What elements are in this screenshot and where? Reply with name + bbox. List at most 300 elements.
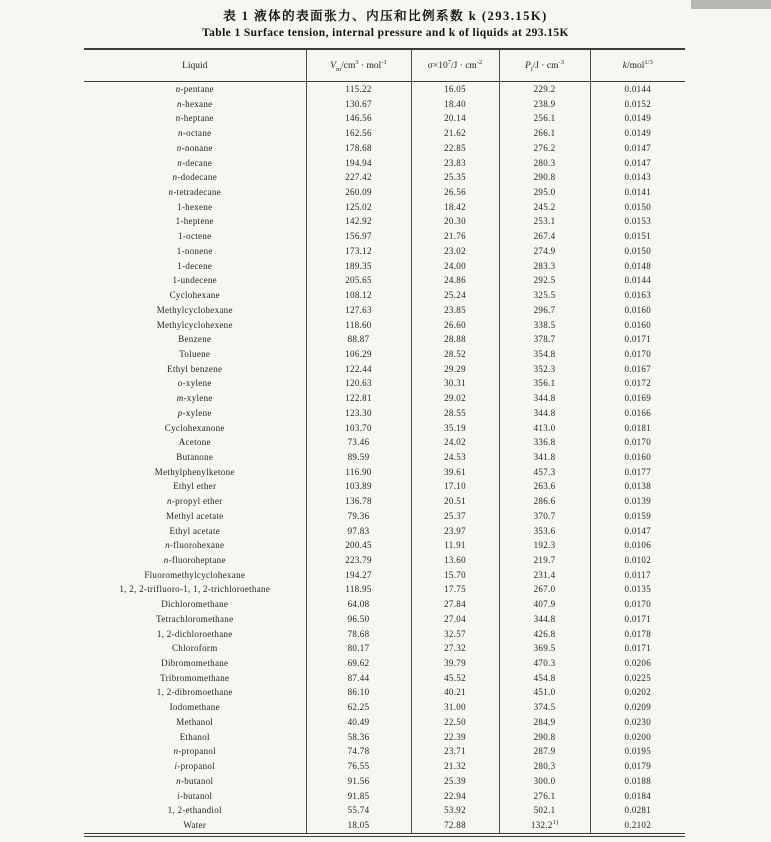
- molar-volume-cell: 122.81: [306, 391, 411, 406]
- internal-pressure-cell: 292.5: [499, 273, 590, 288]
- surface-tension-cell: 23.02: [411, 244, 499, 259]
- k-coefficient-cell: 0.0200: [624, 731, 652, 742]
- liquid-name-cell: i-butanol: [84, 789, 306, 804]
- liquid-name-cell: n-octane: [84, 126, 306, 141]
- table-row: [84, 391, 685, 406]
- table-row: [84, 421, 685, 436]
- k-coefficient-cell: 0.0172: [624, 378, 652, 389]
- k-coefficient-cell: 0.0171: [624, 643, 652, 654]
- surface-tension-cell: 24.53: [411, 450, 499, 465]
- table-row: [84, 627, 685, 642]
- k-coefficient-cell: 0.0147: [624, 157, 652, 168]
- k-coefficient-cell: 0.0149: [624, 128, 652, 139]
- table-row: [84, 553, 685, 568]
- liquid-name-cell: 1-hexene: [84, 200, 306, 215]
- surface-tension-cell: 16.05: [411, 82, 499, 97]
- k-coefficient-cell: 0.0153: [624, 216, 652, 227]
- internal-pressure-cell: 276.1: [499, 789, 590, 804]
- liquid-name-cell: Water: [84, 818, 306, 835]
- liquid-name-cell: Tribromomethane: [84, 671, 306, 686]
- surface-tension-cell: 18.42: [411, 200, 499, 215]
- liquid-name-cell: n-dodecane: [84, 170, 306, 185]
- table-row: [84, 494, 685, 509]
- internal-pressure-cell: 290.8: [499, 730, 590, 745]
- table-row: [84, 170, 685, 185]
- surface-tension-cell: 25.37: [411, 509, 499, 524]
- k-coefficient-cell: 0.0166: [624, 407, 652, 418]
- k-coefficient-cell: 0.0139: [624, 496, 652, 507]
- k-coefficient-cell: 0.0147: [624, 142, 652, 153]
- liquid-name-cell: Iodomethane: [84, 700, 306, 715]
- internal-pressure-cell: 290.8: [499, 170, 590, 185]
- molar-volume-cell: 91.56: [306, 774, 411, 789]
- internal-pressure-cell: 341.8: [499, 450, 590, 465]
- surface-tension-cell: 39.79: [411, 656, 499, 671]
- surface-tension-cell: 25.39: [411, 774, 499, 789]
- table-header-row: [84, 49, 685, 82]
- molar-volume-cell: 223.79: [306, 553, 411, 568]
- surface-tension-cell: 24.00: [411, 259, 499, 274]
- k-coefficient-cell: 0.0179: [624, 761, 652, 772]
- internal-pressure-cell: 263.6: [499, 479, 590, 494]
- k-coefficient-cell: 0.0281: [624, 805, 652, 816]
- table-row: [84, 376, 685, 391]
- k-coefficient-cell: 0.0147: [624, 525, 652, 536]
- internal-pressure-cell: 336.8: [499, 435, 590, 450]
- k-coefficient-cell: 0.0163: [624, 290, 652, 301]
- molar-volume-cell: 116.90: [306, 465, 411, 480]
- liquid-name-cell: n-hexane: [84, 97, 306, 112]
- molar-volume-cell: 130.67: [306, 97, 411, 112]
- molar-volume-cell: 103.70: [306, 421, 411, 436]
- surface-tension-cell: 21.32: [411, 759, 499, 774]
- surface-tension-cell: 22.85: [411, 141, 499, 156]
- k-coefficient-cell: 0.0171: [624, 613, 652, 624]
- liquid-name-cell: Acetone: [84, 435, 306, 450]
- liquid-name-cell: Butanone: [84, 450, 306, 465]
- surface-tension-cell: 23.83: [411, 156, 499, 171]
- table-row: [84, 524, 685, 539]
- table-row: [84, 362, 685, 377]
- k-coefficient-cell: 0.2102: [624, 819, 652, 830]
- internal-pressure-cell: 325.5: [499, 288, 590, 303]
- liquid-name-cell: Methylcyclohexene: [84, 318, 306, 333]
- internal-pressure-cell: 256.1: [499, 111, 590, 126]
- internal-pressure-cell: 451.0: [499, 685, 590, 700]
- liquid-name-cell: n-propanol: [84, 744, 306, 759]
- molar-volume-cell: 91.85: [306, 789, 411, 804]
- molar-volume-cell: 108.12: [306, 288, 411, 303]
- internal-pressure-cell: 354.8: [499, 347, 590, 362]
- internal-pressure-cell: 280.3: [499, 759, 590, 774]
- table-row: [84, 126, 685, 141]
- liquid-name-cell: Ethyl acetate: [84, 524, 306, 539]
- k-coefficient-cell: 0.0170: [624, 437, 652, 448]
- liquid-name-cell: m-xylene: [84, 391, 306, 406]
- molar-volume-cell: 69.62: [306, 656, 411, 671]
- liquid-name-cell: n-pentane: [84, 82, 306, 97]
- surface-tension-cell: 25.35: [411, 170, 499, 185]
- surface-tension-cell: 20.14: [411, 111, 499, 126]
- surface-tension-cell: 26.60: [411, 318, 499, 333]
- internal-pressure-cell: 454.8: [499, 671, 590, 686]
- surface-tension-cell: 21.76: [411, 229, 499, 244]
- col-header-molar-volume: $V_m/cm^3 \cdot mol^{-1}$: [306, 49, 411, 82]
- internal-pressure-cell: 470.3: [499, 656, 590, 671]
- k-coefficient-cell: 0.0152: [624, 98, 652, 109]
- liquid-name-cell: n-tetradecane: [84, 185, 306, 200]
- internal-pressure-cell: 374.5: [499, 700, 590, 715]
- table-row: [84, 244, 685, 259]
- surface-tension-cell: 39.61: [411, 465, 499, 480]
- k-coefficient-cell: 0.0206: [624, 658, 652, 669]
- surface-tension-cell: 24.02: [411, 435, 499, 450]
- liquid-name-cell: n-nonane: [84, 141, 306, 156]
- molar-volume-cell: 73.46: [306, 435, 411, 450]
- internal-pressure-cell: 407.9: [499, 597, 590, 612]
- molar-volume-cell: 87.44: [306, 671, 411, 686]
- internal-pressure-cell: 229.2: [499, 82, 590, 97]
- molar-volume-cell: 156.97: [306, 229, 411, 244]
- k-coefficient-cell: 0.0177: [624, 466, 652, 477]
- molar-volume-cell: 118.95: [306, 582, 411, 597]
- surface-tension-cell: 24.86: [411, 273, 499, 288]
- table-row: [84, 597, 685, 612]
- molar-volume-cell: 115.22: [306, 82, 411, 97]
- liquid-name-cell: Methyl acetate: [84, 509, 306, 524]
- table-row: [84, 435, 685, 450]
- internal-pressure-cell: 280.3: [499, 156, 590, 171]
- liquid-name-cell: n-decane: [84, 156, 306, 171]
- table-row: [84, 700, 685, 715]
- internal-pressure-cell: 283.3: [499, 259, 590, 274]
- liquid-name-cell: Benzene: [84, 332, 306, 347]
- liquid-name-cell: n-heptane: [84, 111, 306, 126]
- k-coefficient-cell: 0.0144: [624, 84, 652, 94]
- molar-volume-cell: 62.25: [306, 700, 411, 715]
- internal-pressure-cell: 352.3: [499, 362, 590, 377]
- internal-pressure-cell: 132.2$^{1)}$: [499, 818, 590, 835]
- internal-pressure-cell: 356.1: [499, 376, 590, 391]
- internal-pressure-cell: 287.9: [499, 744, 590, 759]
- surface-tension-cell: 23.85: [411, 303, 499, 318]
- k-coefficient-cell: 0.0151: [624, 231, 652, 242]
- molar-volume-cell: 122.44: [306, 362, 411, 377]
- table-row: [84, 111, 685, 126]
- k-coefficient-cell: 0.0149: [624, 113, 652, 124]
- k-coefficient-cell: 0.0106: [624, 540, 652, 551]
- table-row: [84, 97, 685, 112]
- internal-pressure-cell: 338.5: [499, 318, 590, 333]
- col-header-liquid: Liquid: [84, 49, 306, 82]
- internal-pressure-cell: 370.7: [499, 509, 590, 524]
- k-coefficient-cell: 0.0150: [624, 201, 652, 212]
- k-coefficient-cell: 0.0181: [624, 422, 652, 433]
- liquid-name-cell: Tetrachloromethane: [84, 612, 306, 627]
- surface-tension-cell: 23.97: [411, 524, 499, 539]
- table-row: [84, 509, 685, 524]
- internal-pressure-cell: 245.2: [499, 200, 590, 215]
- molar-volume-cell: 96.50: [306, 612, 411, 627]
- table-row: [84, 273, 685, 288]
- liquid-name-cell: o-xylene: [84, 376, 306, 391]
- internal-pressure-cell: 296.7: [499, 303, 590, 318]
- molar-volume-cell: 58.36: [306, 730, 411, 745]
- liquid-name-cell: 1, 2-dibromoethane: [84, 685, 306, 700]
- table-row: [84, 612, 685, 627]
- k-coefficient-cell: 0.0202: [624, 687, 652, 698]
- molar-volume-cell: 89.59: [306, 450, 411, 465]
- molar-volume-cell: 123.30: [306, 406, 411, 421]
- table-row: [84, 156, 685, 171]
- table-row: [84, 332, 685, 347]
- molar-volume-cell: 136.78: [306, 494, 411, 509]
- table-row: [84, 774, 685, 789]
- k-coefficient-cell: 0.0188: [624, 775, 652, 786]
- liquid-name-cell: 1, 2, 2-trifluoro-1, 1, 2-trichloroethane: [84, 582, 306, 597]
- internal-pressure-cell: 295.0: [499, 185, 590, 200]
- surface-tension-cell: 13.60: [411, 553, 499, 568]
- surface-tension-cell: 53.92: [411, 803, 499, 818]
- internal-pressure-cell: 284.9: [499, 715, 590, 730]
- surface-tension-cell: 15.70: [411, 568, 499, 583]
- k-coefficient-cell: 0.0160: [624, 304, 652, 315]
- molar-volume-cell: 173.12: [306, 244, 411, 259]
- liquid-name-cell: 1-heptene: [84, 214, 306, 229]
- internal-pressure-cell: 413.0: [499, 421, 590, 436]
- surface-tension-cell: 22.39: [411, 730, 499, 745]
- surface-tension-cell: 23.71: [411, 744, 499, 759]
- internal-pressure-cell: 192.3: [499, 538, 590, 553]
- liquid-name-cell: Cyclohexane: [84, 288, 306, 303]
- liquid-name-cell: Dibromomethane: [84, 656, 306, 671]
- molar-volume-cell: 76.55: [306, 759, 411, 774]
- table-row: [84, 141, 685, 156]
- internal-pressure-cell: 267.0: [499, 582, 590, 597]
- molar-volume-cell: 40.49: [306, 715, 411, 730]
- surface-tension-cell: 72.88: [411, 818, 499, 835]
- table-row: [84, 185, 685, 200]
- table-row: [84, 818, 685, 835]
- molar-volume-cell: 189.35: [306, 259, 411, 274]
- surface-tension-cell: 31.00: [411, 700, 499, 715]
- liquid-name-cell: n-fluorohexane: [84, 538, 306, 553]
- internal-pressure-cell: 426.8: [499, 627, 590, 642]
- internal-pressure-cell: 300.0: [499, 774, 590, 789]
- surface-tension-cell: 32.57: [411, 627, 499, 642]
- table-row: [84, 229, 685, 244]
- molar-volume-cell: 200.45: [306, 538, 411, 553]
- liquid-name-cell: Methylcyclohexane: [84, 303, 306, 318]
- surface-tension-cell: 18.40: [411, 97, 499, 112]
- table-row: [84, 641, 685, 656]
- table-title-chinese: 表 1 液体的表面张力、内压和比例系数 k (293.15K): [223, 9, 548, 23]
- k-coefficient-cell: 0.0225: [624, 672, 652, 683]
- table-row: [84, 214, 685, 229]
- molar-volume-cell: 205.65: [306, 273, 411, 288]
- table-row: [84, 568, 685, 583]
- table-row: [84, 259, 685, 274]
- table-row: [84, 685, 685, 700]
- molar-volume-cell: 80.17: [306, 641, 411, 656]
- internal-pressure-cell: 286.6: [499, 494, 590, 509]
- surface-tension-cell: 28.52: [411, 347, 499, 362]
- k-coefficient-cell: 0.0102: [624, 555, 652, 565]
- col-header-surface-tension: $\sigma\times 10^7/J \cdot cm^{-2}$: [411, 49, 499, 82]
- table-row: [84, 789, 685, 804]
- molar-volume-cell: 97.83: [306, 524, 411, 539]
- surface-tension-cell: 29.02: [411, 391, 499, 406]
- k-coefficient-cell: 0.0195: [624, 746, 652, 757]
- molar-volume-cell: 194.27: [306, 568, 411, 583]
- liquid-name-cell: n-butanol: [84, 774, 306, 789]
- data-table-container: [84, 48, 685, 837]
- molar-volume-cell: 88.87: [306, 332, 411, 347]
- table-row: [84, 303, 685, 318]
- liquid-name-cell: Ethyl ether: [84, 479, 306, 494]
- internal-pressure-cell: 344.8: [499, 391, 590, 406]
- table-title-english: Table 1 Surface tension, internal pressure and k of liquids at 293.15K: [202, 27, 569, 39]
- molar-volume-cell: 142.92: [306, 214, 411, 229]
- liquid-name-cell: Ethyl benzene: [84, 362, 306, 377]
- k-coefficient-cell: 0.0178: [624, 628, 652, 639]
- internal-pressure-cell: 378.7: [499, 332, 590, 347]
- molar-volume-cell: 79.36: [306, 509, 411, 524]
- molar-volume-cell: 106.29: [306, 347, 411, 362]
- k-coefficient-cell: 0.0135: [624, 584, 652, 595]
- liquid-name-cell: 1-octene: [84, 229, 306, 244]
- internal-pressure-cell: 344.8: [499, 612, 590, 627]
- liquid-name-cell: 1-undecene: [84, 273, 306, 288]
- liquid-name-cell: n-fluoroheptane: [84, 553, 306, 568]
- molar-volume-cell: 74.78: [306, 744, 411, 759]
- internal-pressure-cell: 344.8: [499, 406, 590, 421]
- molar-volume-cell: 55.74: [306, 803, 411, 818]
- molar-volume-cell: 146.56: [306, 111, 411, 126]
- molar-volume-cell: 178.68: [306, 141, 411, 156]
- k-coefficient-cell: 0.0144: [624, 275, 652, 286]
- liquid-name-cell: Ethanol: [84, 730, 306, 745]
- surface-tension-cell: 27.04: [411, 612, 499, 627]
- liquid-name-cell: Toluene: [84, 347, 306, 362]
- liquid-name-cell: Cyclohexanone: [84, 421, 306, 436]
- surface-tension-cell: 25.24: [411, 288, 499, 303]
- k-coefficient-cell: 0.0150: [624, 245, 652, 256]
- internal-pressure-cell: 238.9: [499, 97, 590, 112]
- molar-volume-cell: 125.02: [306, 200, 411, 215]
- surface-tension-cell: 40.21: [411, 685, 499, 700]
- molar-volume-cell: 18.05: [306, 818, 411, 835]
- k-coefficient-cell: 0.0138: [624, 481, 652, 492]
- k-coefficient-cell: 0.0184: [624, 790, 652, 801]
- table-row: [84, 347, 685, 362]
- surface-tension-cell: 17.75: [411, 582, 499, 597]
- k-coefficient-cell: 0.0167: [624, 363, 652, 374]
- surface-tension-cell: 29.29: [411, 362, 499, 377]
- k-coefficient-cell: 0.0160: [624, 451, 652, 462]
- liquid-name-cell: 1, 2-dichloroethane: [84, 627, 306, 642]
- molar-volume-cell: 103.89: [306, 479, 411, 494]
- liquid-name-cell: 1-decene: [84, 259, 306, 274]
- table-row: [84, 656, 685, 671]
- surface-tension-cell: 22.94: [411, 789, 499, 804]
- surface-tension-cell: 28.55: [411, 406, 499, 421]
- internal-pressure-cell: 266.1: [499, 126, 590, 141]
- table-row: [84, 288, 685, 303]
- table-row: [84, 582, 685, 597]
- liquids-data-table: [84, 48, 685, 837]
- internal-pressure-cell: 457.3: [499, 465, 590, 480]
- internal-pressure-cell: 253.1: [499, 214, 590, 229]
- liquid-name-cell: Dichloromethane: [84, 597, 306, 612]
- internal-pressure-cell: 274.9: [499, 244, 590, 259]
- molar-volume-cell: 118.60: [306, 318, 411, 333]
- k-coefficient-cell: 0.0209: [624, 702, 652, 713]
- molar-volume-cell: 86.10: [306, 685, 411, 700]
- k-coefficient-cell: 0.0170: [624, 599, 652, 610]
- k-coefficient-cell: 0.0160: [624, 319, 652, 330]
- molar-volume-cell: 162.56: [306, 126, 411, 141]
- liquid-name-cell: 1, 2-ethandiol: [84, 803, 306, 818]
- liquid-name-cell: Methanol: [84, 715, 306, 730]
- table-row: [84, 803, 685, 818]
- surface-tension-cell: 22.50: [411, 715, 499, 730]
- table-row: [84, 759, 685, 774]
- liquid-name-cell: i-propanol: [84, 759, 306, 774]
- k-coefficient-cell: 0.0141: [624, 187, 652, 198]
- surface-tension-cell: 35.19: [411, 421, 499, 436]
- k-coefficient-cell: 0.0148: [624, 260, 652, 271]
- surface-tension-cell: 11.91: [411, 538, 499, 553]
- k-coefficient-cell: 0.0159: [624, 510, 652, 521]
- table-row: [84, 715, 685, 730]
- liquid-name-cell: Chloroform: [84, 641, 306, 656]
- internal-pressure-cell: 369.5: [499, 641, 590, 656]
- surface-tension-cell: 20.30: [411, 214, 499, 229]
- surface-tension-cell: 45.52: [411, 671, 499, 686]
- table-row: [84, 406, 685, 421]
- surface-tension-cell: 21.62: [411, 126, 499, 141]
- col-header-internal-pressure: $P_i/J \cdot cm^{-3}$: [499, 49, 590, 82]
- table-row: [84, 479, 685, 494]
- surface-tension-cell: 17.10: [411, 479, 499, 494]
- table-body: [84, 82, 685, 835]
- surface-tension-cell: 26.56: [411, 185, 499, 200]
- table-row: [84, 671, 685, 686]
- k-coefficient-cell: 0.0171: [624, 334, 652, 345]
- table-row: [84, 82, 685, 97]
- molar-volume-cell: 64.08: [306, 597, 411, 612]
- k-coefficient-cell: 0.0230: [624, 716, 652, 727]
- table-row: [84, 538, 685, 553]
- liquid-name-cell: p-xylene: [84, 406, 306, 421]
- surface-tension-cell: 27.84: [411, 597, 499, 612]
- molar-volume-cell: 127.63: [306, 303, 411, 318]
- col-header-k-coefficient: k/mol$^{1/3}$: [590, 49, 685, 82]
- surface-tension-cell: 28.88: [411, 332, 499, 347]
- internal-pressure-cell: 502.1: [499, 803, 590, 818]
- liquid-name-cell: n-propyl ether: [84, 494, 306, 509]
- internal-pressure-cell: 231.4: [499, 568, 590, 583]
- k-coefficient-cell: 0.0117: [624, 569, 651, 580]
- table-row: [84, 450, 685, 465]
- table-row: [84, 730, 685, 745]
- table-row: [84, 200, 685, 215]
- liquid-name-cell: Methylphenylketone: [84, 465, 306, 480]
- k-coefficient-cell: 0.0169: [624, 393, 652, 404]
- internal-pressure-cell: 267.4: [499, 229, 590, 244]
- table-row: [84, 744, 685, 759]
